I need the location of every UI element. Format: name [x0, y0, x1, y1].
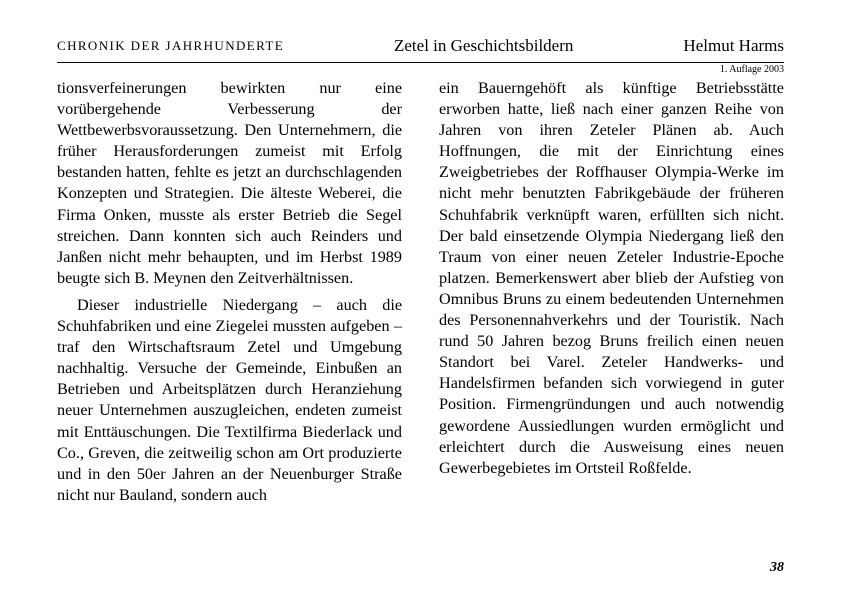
- author-name: Helmut Harms: [683, 36, 784, 55]
- header-rule: [57, 62, 784, 63]
- page-number: 38: [770, 560, 784, 575]
- right-column: [439, 78, 784, 479]
- right-paragraph-1: ein Bauerngehöft als künftige Betriebsstätte erworben hatte, ließ nach einer ganzen Reihe von Jahren von ihren Zeteler Plänen ab. Auch Hoffnungen, die mit der Einrichtung eines Zweigbetriebes der Roffhauser Olympia-Werke im nicht mehr benutzten Fabrikgebäude der früheren Schuhfabrik verknüpft waren, erfüllten sich nicht. Der bald einsetzende Olympia Niedergang ließ den Traum von einer neuen Zeteler Industrie-Epoche platzen. Bemerkenswert aber blieb der Aufstieg von Omnibus Bruns zu einem bedeutenden Unternehmen des Personennahverkehrs und der Touristik. Nach rund 50 Jahren bezog Bruns freilich einen neuen Standort bei Varel. Zeteler Handwerks- und Handelsfirmen befanden sich vorwiegend in guter Position. Firmengründungen und auch notwendig gewordene Aussiedlungen wurden ermöglicht und erleichtert durch die Ausweisung eines neuen Gewerbegebietes im Ortsteil Roßfelde.: [439, 79, 784, 477]
- left-column: [57, 78, 402, 506]
- edition-note: 1. Auflage 2003: [719, 64, 784, 75]
- left-paragraph-2: Dieser industrielle Niedergang – auch die Schuhfabriken und eine Ziegelei mussten aufgeben – traf den Wirtschaftsraum Zetel und Umgebung nachhaltig. Versuche der Gemeinde, Einbußen an Betrieben und Arbeitsplätzen durch Heranziehung neuer Unternehmen auszugleichen, endeten zumeist mit Enttäuschungen. Die Textilfirma Biederlack und Co., Greven, die zeitweilig schon am Ort produzierte und in den 50er Jahren an der Neuenburger Straße nicht nur Bauland, sondern auch: [57, 295, 402, 504]
- left-paragraph-1: tionsverfeinerungen bewirkten nur eine vorübergehende Verbesserung der Wettbewerbsvoraussetzung. Den Unternehmern, die früher Herausforderungen zumeist mit Erfolg bestanden hatten, fehlte es jetzt an durchschlagenden Konzepten und Strategien. Die älteste Weberei, die Firma Onken, musste als erster Betrieb die Segel streichen. Dann konnten sich auch Reinders und Janßen nicht mehr behaupten, und im Herbst 1989 beugte sich B. Meynen den Zeitverhältnissen.: [57, 79, 402, 287]
- series-title: CHRONIK DER JAHRHUNDERTE: [57, 38, 285, 53]
- page-header: [57, 36, 784, 62]
- book-title: Zetel in Geschichtsbildern: [394, 36, 574, 55]
